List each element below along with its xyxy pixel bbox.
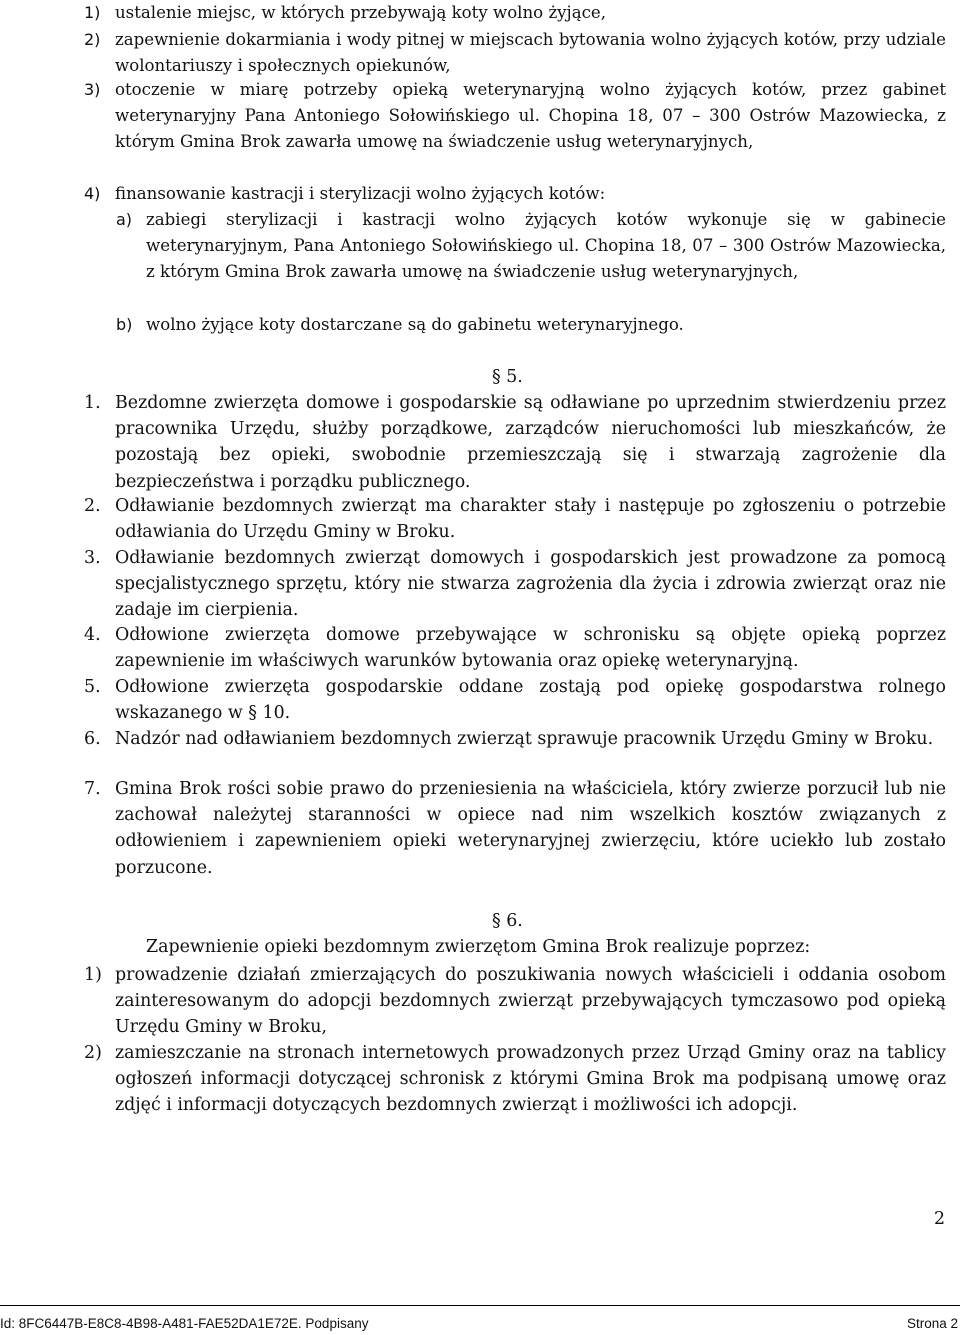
sub-list-item-text: wolno żyjące koty dostarczane są do gabinetu weterynaryjnego. (146, 315, 684, 334)
section-5-item-text: Nadzór nad odławianiem bezdomnych zwierząt sprawuje pracownik Urzędu Gminy w Broku. (115, 729, 934, 749)
section-5-item (84, 493, 946, 545)
section-6-item (84, 1040, 946, 1119)
section-5-item-text: Odławianie bezdomnych zwierząt ma charakter stały i następuje po zgłoszeniu o potrzebie odławiania do Urzędu Gminy w Broku. (115, 496, 946, 543)
section-5-item-number: 6. (84, 729, 101, 749)
sub-list-item (116, 312, 946, 338)
list-item (84, 181, 946, 207)
list-item (84, 0, 946, 26)
section-5-item-number: 7. (84, 779, 101, 799)
section-6-item-text: prowadzenie działań zmierzających do poszukiwania nowych właścicieli i oddania osobom zainteresowanym do adopcji bezdomnych zwierząt przebywających tymczasowo pod opieką Urzędu Gminy w Broku, (115, 965, 946, 1038)
list-item-number: 2) (84, 30, 101, 49)
footer-page-label: Strona 2 (906, 1316, 958, 1331)
section-6-item-number: 2) (84, 1043, 102, 1063)
list-item (84, 77, 946, 156)
section-5-item-text: Odłowione zwierzęta gospodarskie oddane zostają pod opiekę gospodarstwa rolnego wskazanego w § 10. (115, 677, 946, 724)
section-5-item (84, 674, 946, 726)
section-6-intro: Zapewnienie opieki bezdomnym zwierzętom Gmina Brok realizuje poprzez: (146, 937, 811, 957)
section-6-item-text: zamieszczanie na stronach internetowych prowadzonych przez Urząd Gminy oraz na tablicy ogłoszeń informacji dotyczącej schronisk z którymi Gmina Brok ma podpisaną umowę oraz zdjęć i informacji dotyczących bezdomnych zwierząt i możliwości ich adopcji. (115, 1043, 946, 1116)
section-5-item (84, 390, 946, 495)
section-5-heading: § 5. (492, 367, 523, 387)
section-5-item-number: 3. (84, 548, 101, 568)
list-item-number: 3) (84, 80, 101, 99)
sub-list-item-letter: a) (116, 210, 133, 229)
list-item-text: ustalenie miejsc, w których przebywają koty wolno żyjące, (115, 3, 606, 22)
section-6-item (84, 962, 946, 1041)
list-item-number: 4) (84, 184, 101, 203)
section-6-heading: § 6. (492, 911, 523, 931)
list-item-text: otoczenie w miarę potrzeby opieką weterynaryjną wolno żyjących kotów, przez gabinet weterynaryjny Pana Antoniego Sołowińskiego ul. Chopina 18, 07 – 300 Ostrów Mazowiecka, z którym Gmina Brok zawarła umowę na świadczenie usług weterynaryjnych, (115, 80, 946, 152)
sub-list-item (116, 207, 946, 286)
section-5-item-text: Gmina Brok rości sobie prawo do przeniesienia na właściciela, który zwierze porzucił lub nie zachował należytej staranności w opiece nad nim wszelkich kosztów związanych z odłowieniem i zapewnieniem opieki weterynaryjnej zwierzęciu, które uciekło lub zostało porzucone. (115, 779, 946, 878)
section-5-item (84, 726, 946, 752)
section-5-item-number: 1. (84, 393, 101, 413)
sub-list-item-letter: b) (116, 315, 133, 334)
section-5-item-text: Odłowione zwierzęta domowe przebywające w schronisku są objęte opieką poprzez zapewnienie im właściwych warunków bytowania oraz opiekę weterynaryjną. (115, 625, 946, 672)
list-item-number: 1) (84, 3, 101, 22)
section-5-item (84, 622, 946, 674)
footer-divider (0, 1305, 960, 1306)
section-5-item (84, 545, 946, 624)
sub-list-item-text: zabiegi sterylizacji i kastracji wolno żyjących kotów wykonuje się w gabinecie weterynaryjnym, Pana Antoniego Sołowińskiego ul. Chopina 18, 07 – 300 Ostrów Mazowiecka, z którym Gmina Brok zawarła umowę na świadczenie usług weterynaryjnych, (146, 210, 946, 282)
footer-document-id: Id: 8FC6447B-E8C8-4B98-A481-FAE52DA1E72E. Podpisany (0, 1316, 369, 1331)
list-item-text: zapewnienie dokarmiania i wody pitnej w miejscach bytowania wolno żyjących kotów, przy udziale wolontariuszy i społecznych opiekunów, (115, 30, 946, 76)
section-5-item-text: Bezdomne zwierzęta domowe i gospodarskie są odławiane po uprzednim stwierdzeniu przez pracownika Urzędu, służby porządkowe, zarządców nieruchomości lub mieszkańców, że pozostają bez opieki, swobodnie przemieszczają się i stwarzają zagrożenie dla bezpieczeństwa i porządku publicznego. (115, 393, 946, 492)
section-5-item-number: 2. (84, 496, 101, 516)
section-5-item-number: 5. (84, 677, 101, 697)
section-5-item-number: 4. (84, 625, 101, 645)
section-5-item (84, 776, 946, 881)
list-item (84, 27, 946, 79)
list-item-text: finansowanie kastracji i sterylizacji wolno żyjących kotów: (115, 184, 606, 203)
page-number: 2 (934, 1209, 946, 1229)
section-5-item-text: Odławianie bezdomnych zwierząt domowych i gospodarskich jest prowadzone za pomocą specjalistycznego sprzętu, który nie stwarza zagrożenia dla życia i zdrowia zwierząt oraz nie zadaje im cierpienia. (115, 548, 946, 621)
section-6-item-number: 1) (84, 965, 102, 985)
